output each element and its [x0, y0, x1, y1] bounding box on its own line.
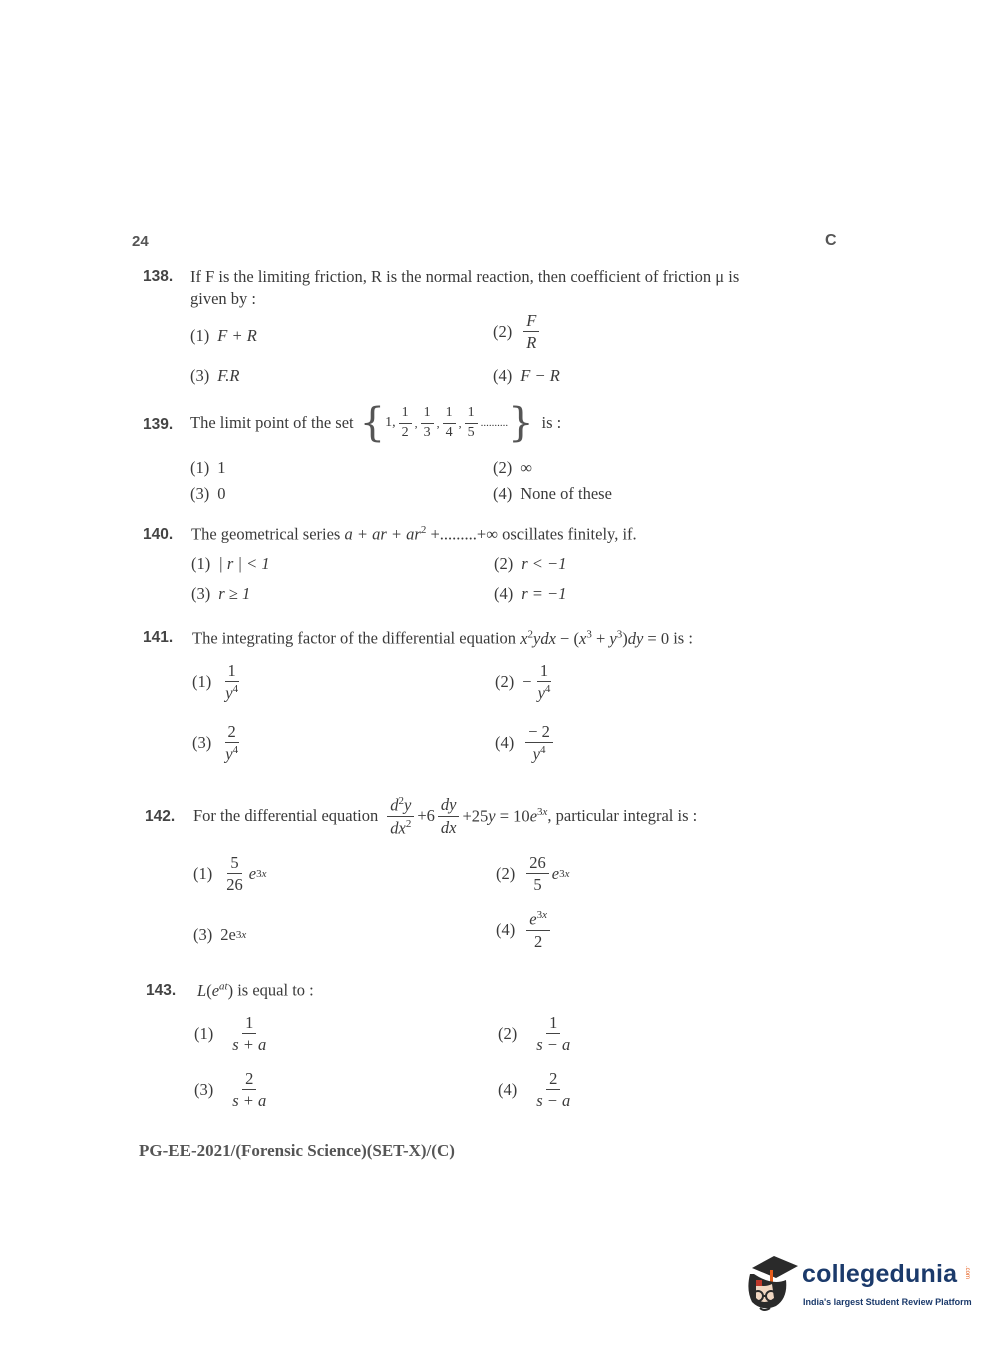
- option-2[interactable]: (2) r < −1: [494, 554, 567, 573]
- question-text: The integrating factor of the differential equation $x^2ydx - (x^3 + y^3)dy = 0$ is :: [192, 628, 693, 648]
- option-2[interactable]: (2) $\frac{26}{5}$ e 3x: [496, 853, 570, 895]
- question-number: 140.: [143, 526, 174, 543]
- option-4[interactable]: (4) r = −1: [494, 584, 567, 603]
- collegedunia-logo: [742, 1250, 972, 1320]
- option-4[interactable]: (4) None of these: [493, 484, 612, 503]
- option-1[interactable]: (1) $\frac{1}{y^4}$: [192, 661, 239, 703]
- option-3[interactable]: (3) $\frac{2}{y^4}$: [192, 722, 239, 764]
- question-text-continued: given by :: [190, 289, 256, 308]
- option-3[interactable]: (3) F.R: [190, 366, 240, 385]
- option-3[interactable]: (3) $\frac{2}{s + a}$: [194, 1069, 267, 1111]
- option-4[interactable]: (4) $\frac{e^{3x}}{2}$: [496, 910, 553, 950]
- option-2[interactable]: (2) $\frac{F}{R}$: [493, 312, 542, 352]
- question-text: If F is the limiting friction, R is the normal reaction, then coefficient of friction μ is: [190, 267, 740, 286]
- option-2[interactable]: (2) − $\frac{1}{y^4}$: [495, 661, 551, 703]
- option-2[interactable]: (2) $\frac{1}{s - a}$: [498, 1013, 571, 1055]
- left-brace: {: [359, 400, 386, 446]
- logo-tagline: India's largest Student Review Platform: [803, 1297, 972, 1307]
- question-number: 141.: [143, 629, 174, 646]
- option-3[interactable]: (3) 2e 3x: [193, 925, 247, 944]
- differential-equation: $\frac{d^2y}{dx^2}$ +6 $\frac{dy}{dx}$ $+25y = 10e^{3x}$: [384, 796, 547, 837]
- logo-suffix: .com: [964, 1266, 970, 1280]
- page-number: 24: [132, 233, 149, 250]
- series-expression: a + ar + ar: [344, 524, 421, 544]
- option-1[interactable]: (1) F + R: [190, 326, 257, 345]
- option-1[interactable]: (1) 1: [190, 458, 226, 477]
- question-text: $L(e^{at})$ is equal to :: [197, 980, 314, 1000]
- paper-code: PG-EE-2021/(Forensic Science)(SET-X)/(C): [139, 1141, 455, 1160]
- option-3[interactable]: (3) 0: [190, 484, 226, 503]
- question-text: For the differential equation $\frac{d^2y}{dx^2}$ +6 $\frac{dy}{dx}$ $+25y = 10e^{3x}$ , particular integral is :: [193, 794, 698, 837]
- set-code: C: [825, 232, 837, 249]
- question-number: 139.: [143, 416, 174, 433]
- question-number: 138.: [143, 268, 174, 285]
- question-text: The limit point of the set { 1, $\frac{1}{2}$ , $\frac{1}{3}$ , $\frac{1}{4}$ , $\frac{1}{5}$ .......... } is :: [190, 400, 562, 446]
- question-text: The geometrical series a + ar + $ar^2$ +.........+∞ oscillates finitely, if.: [191, 524, 637, 544]
- fraction: $\frac{F}{R}$: [523, 312, 539, 352]
- option-1[interactable]: (1) $\frac{5}{26}$ e 3x: [193, 853, 267, 895]
- option-2[interactable]: (2) ∞: [493, 458, 533, 477]
- option-1[interactable]: (1) | r | < 1: [191, 554, 270, 573]
- laplace-expression: $L(e^{at})$: [197, 980, 234, 1000]
- logo-wordmark: collegedunia: [802, 1260, 958, 1288]
- question-number: 142.: [145, 808, 176, 825]
- question-number: 143.: [146, 982, 177, 999]
- mascot-icon: [742, 1250, 800, 1316]
- option-4[interactable]: (4) $\frac{- 2}{y^4}$: [495, 723, 556, 763]
- option-4[interactable]: (4) $\frac{2}{s - a}$: [498, 1069, 571, 1111]
- option-4[interactable]: (4) F − R: [493, 366, 560, 385]
- option-1[interactable]: (1) $\frac{1}{s + a}$: [194, 1013, 267, 1055]
- option-3[interactable]: (3) r ≥ 1: [191, 584, 251, 603]
- differential-equation: $x^2ydx - (x^3 + y^3)dy = 0$: [520, 628, 670, 648]
- right-brace: }: [508, 400, 534, 446]
